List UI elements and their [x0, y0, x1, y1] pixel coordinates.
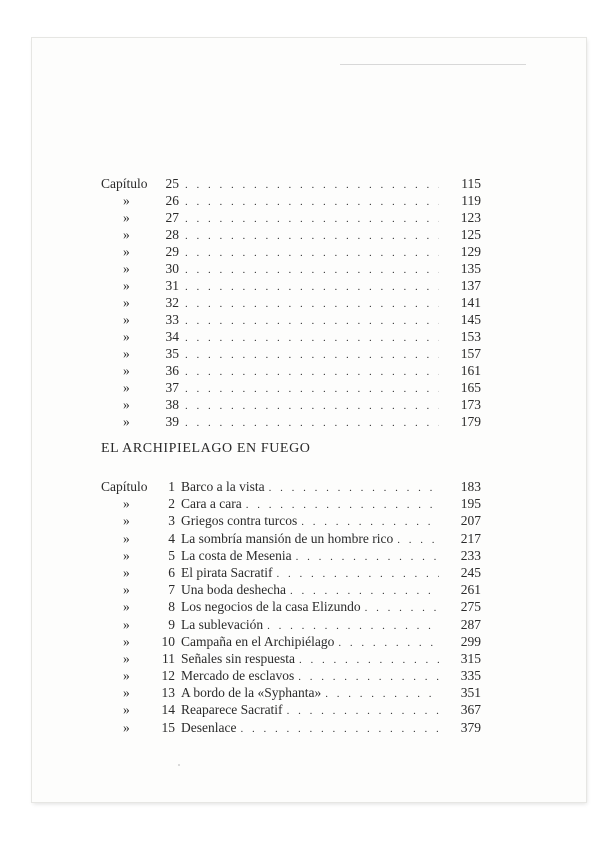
row-lead: » — [123, 346, 130, 361]
chapter-title: Cara a cara — [181, 496, 242, 512]
chapter-number: 33 — [165, 312, 179, 327]
page-number: 275 — [460, 599, 481, 615]
page-number: 141 — [460, 295, 481, 310]
page-number: 161 — [460, 363, 481, 378]
chapter-number: 6 — [168, 564, 175, 580]
row-lead: » — [123, 295, 130, 310]
chapter-title: Griegos contra turcos — [181, 513, 298, 529]
row-lead: » — [123, 685, 130, 701]
toc-row — [101, 277, 481, 294]
page-number: 125 — [460, 227, 481, 242]
chapter-title: La costa de Mesenia — [181, 547, 292, 563]
chapter-title: Una boda deshecha — [181, 582, 286, 598]
page-number: 233 — [460, 547, 481, 563]
row-lead: » — [123, 513, 130, 529]
toc-row — [101, 243, 481, 260]
row-lead: » — [123, 719, 130, 735]
row-lead: » — [123, 496, 130, 512]
toc-row — [101, 413, 481, 430]
dot-leader — [185, 415, 439, 432]
toc-row — [101, 581, 481, 598]
toc-row — [101, 701, 481, 718]
toc-row — [101, 209, 481, 226]
page-number: 287 — [460, 616, 481, 632]
chapter-number: 26 — [165, 193, 179, 208]
row-lead: Capítulo — [101, 479, 148, 494]
chapter-title: A bordo de la «Syphanta» — [181, 685, 322, 701]
page-number: 119 — [461, 193, 481, 208]
toc-row — [101, 294, 481, 311]
toc-row — [101, 650, 481, 667]
row-lead: » — [123, 414, 130, 429]
chapter-number: 37 — [165, 380, 179, 395]
chapter-number: 13 — [161, 685, 175, 701]
dot-leader — [240, 721, 439, 738]
chapter-number: 34 — [165, 329, 179, 344]
page-number: 217 — [460, 530, 481, 546]
toc-row — [101, 684, 481, 701]
toc-row — [101, 478, 481, 495]
chapter-number: 30 — [165, 261, 179, 276]
toc-row — [101, 633, 481, 650]
chapter-title: Reaparece Sacratif — [181, 702, 283, 718]
toc-row — [101, 396, 481, 413]
chapter-title: Desenlace — [181, 719, 237, 735]
row-lead: » — [123, 582, 130, 598]
page-number: 153 — [460, 329, 481, 344]
page-number: 299 — [460, 633, 481, 649]
toc-row — [101, 495, 481, 512]
row-lead: » — [123, 380, 130, 395]
chapter-title: Campaña en el Archipiélago — [181, 633, 335, 649]
chapter-number: 32 — [165, 295, 179, 310]
toc-row — [101, 667, 481, 684]
row-lead: » — [123, 397, 130, 412]
page-number: 315 — [460, 650, 481, 666]
toc-row — [101, 226, 481, 243]
page-number: 145 — [460, 312, 481, 327]
section-title: EL ARCHIPIELAGO EN FUEGO — [101, 441, 311, 456]
row-lead: » — [123, 616, 130, 632]
chapter-number: 10 — [161, 633, 175, 649]
row-lead: » — [123, 312, 130, 327]
page-number: 173 — [460, 397, 481, 412]
top-rule — [340, 64, 526, 65]
chapter-number: 28 — [165, 227, 179, 242]
chapter-number: 2 — [168, 496, 175, 512]
row-lead: » — [123, 599, 130, 615]
chapter-number: 7 — [168, 582, 175, 598]
chapter-number: 5 — [168, 547, 175, 563]
chapter-number: 3 — [168, 513, 175, 529]
chapter-number: 29 — [165, 244, 179, 259]
row-lead: » — [123, 227, 130, 242]
page-number: 165 — [460, 380, 481, 395]
page-number: 135 — [460, 261, 481, 276]
chapter-title: La sublevación — [181, 616, 264, 632]
row-lead: » — [123, 329, 130, 344]
page-number: 351 — [460, 685, 481, 701]
toc-row — [101, 328, 481, 345]
chapter-number: 27 — [165, 210, 179, 225]
chapter-number: 9 — [168, 616, 175, 632]
row-lead: » — [123, 363, 130, 378]
toc-part-2 — [101, 478, 481, 736]
row-lead: » — [123, 244, 130, 259]
chapter-number: 8 — [168, 599, 175, 615]
toc-row — [101, 362, 481, 379]
chapter-number: 36 — [165, 363, 179, 378]
page-number: 261 — [460, 582, 481, 598]
chapter-number: 31 — [165, 278, 179, 293]
chapter-number: 4 — [168, 530, 175, 546]
row-lead: » — [123, 261, 130, 276]
chapter-number: 15 — [161, 719, 175, 735]
toc-row — [101, 564, 481, 581]
page-number: 137 — [460, 278, 481, 293]
row-lead: » — [123, 530, 130, 546]
page-number: 367 — [460, 702, 481, 718]
chapter-number: 11 — [162, 650, 175, 666]
row-lead: » — [123, 547, 130, 563]
chapter-title: Señales sin respuesta — [181, 650, 295, 666]
chapter-number: 35 — [165, 346, 179, 361]
toc-row — [101, 192, 481, 209]
toc-row — [101, 512, 481, 529]
row-lead: » — [123, 278, 130, 293]
page-number: 157 — [460, 346, 481, 361]
chapter-number: 12 — [161, 668, 175, 684]
toc-row — [101, 719, 481, 736]
toc-row — [101, 345, 481, 362]
row-lead: » — [123, 564, 130, 580]
row-lead: » — [123, 668, 130, 684]
chapter-number: 14 — [161, 702, 175, 718]
page-speck — [178, 764, 180, 766]
chapter-number: 1 — [168, 479, 175, 494]
toc-row — [101, 598, 481, 615]
page-number: 123 — [460, 210, 481, 225]
page-number: 115 — [461, 176, 481, 191]
row-lead: » — [123, 702, 130, 718]
page-number: 179 — [460, 414, 481, 429]
toc-row — [101, 379, 481, 396]
row-lead: » — [123, 210, 130, 225]
chapter-title: La sombría mansión de un hombre rico — [181, 530, 394, 546]
page-number: 245 — [460, 564, 481, 580]
row-lead: » — [123, 633, 130, 649]
toc-row — [101, 311, 481, 328]
chapter-title: Barco a la vista — [181, 479, 265, 494]
toc-row — [101, 547, 481, 564]
page-number: 183 — [460, 479, 481, 494]
toc-part-1 — [101, 175, 481, 430]
page-number: 335 — [460, 668, 481, 684]
chapter-title: Los negocios de la casa Elizundo — [181, 599, 361, 615]
row-lead: » — [123, 193, 130, 208]
chapter-number: 39 — [165, 414, 179, 429]
chapter-number: 38 — [165, 397, 179, 412]
row-lead: Capítulo — [101, 176, 148, 191]
page-number: 207 — [460, 513, 481, 529]
row-lead: » — [123, 650, 130, 666]
toc-row — [101, 530, 481, 547]
page-number: 129 — [460, 244, 481, 259]
chapter-number: 25 — [165, 176, 179, 191]
toc-row — [101, 260, 481, 277]
toc-row — [101, 616, 481, 633]
chapter-title: Mercado de esclavos — [181, 668, 295, 684]
page-number: 379 — [460, 719, 481, 735]
page-number: 195 — [460, 496, 481, 512]
chapter-title: El pirata Sacratif — [181, 564, 273, 580]
toc-row — [101, 175, 481, 192]
